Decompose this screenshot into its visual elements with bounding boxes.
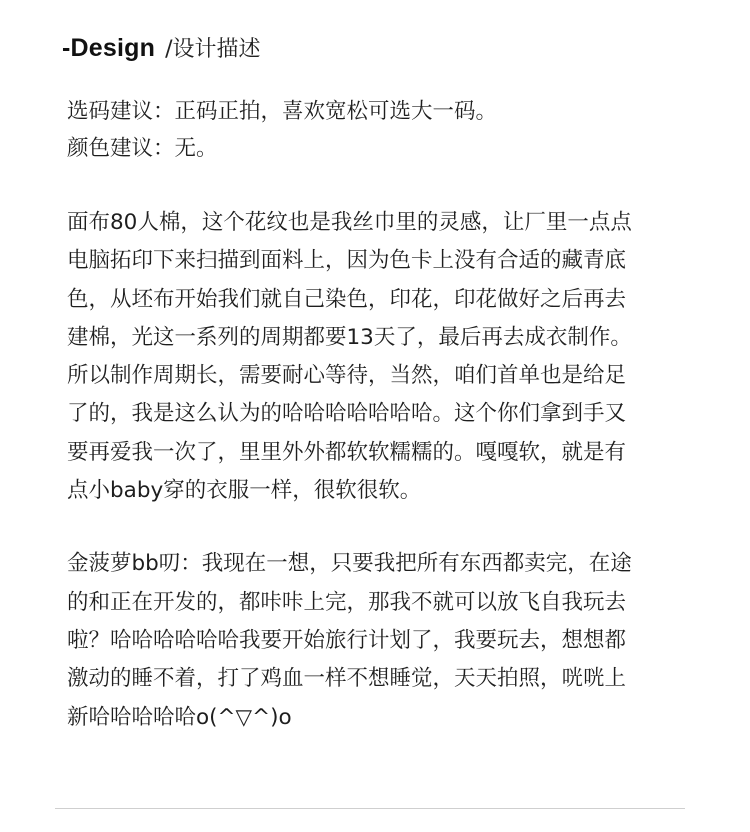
size-suggestion: 选码建议：正码正拍，喜欢宽松可选大一码。 [67, 99, 498, 124]
description-content [67, 94, 697, 737]
note-line: 激动的睡不着，打了鸡血一样不想睡觉，天天拍照，咣咣上 [67, 666, 627, 692]
color-suggestion: 颜色建议：无。 [67, 135, 218, 161]
note-line: 啦？哈哈哈哈哈哈我要开始旅行计划了，我要玩去，想想都 [67, 627, 627, 653]
section-header [62, 32, 261, 68]
suggestions-block [67, 94, 697, 167]
section-title-en: -Design [62, 34, 156, 62]
designer-note [67, 545, 697, 736]
description-line: 要再爱我一次了，里里外外都软软糯糯的。嘎嘎软，就是有 [67, 439, 627, 465]
description-line: 建棉，光这一系列的周期都要13天了，最后再去成衣制作。 [67, 324, 632, 350]
description-line: 所以制作周期长，需要耐心等待，当然，咱们首单也是给足 [67, 363, 627, 389]
note-line: 金菠萝bb叨：我现在一想，只要我把所有东西都卖完，在途 [67, 551, 632, 577]
note-line: 新哈哈哈哈哈o(^▽^)o [67, 704, 292, 730]
section-title-cn: /设计描述 [165, 37, 261, 62]
description-line: 电脑拓印下来扫描到面料上，因为色卡上没有合适的藏青底 [67, 248, 627, 274]
description-line: 色，从坯布开始我们就自己染色，印花，印花做好之后再去 [67, 286, 627, 312]
note-line: 的和正在开发的，都咔咔上完，那我不就可以放飞自我玩去 [67, 589, 627, 615]
fabric-description [67, 204, 697, 510]
bottom-divider [55, 808, 685, 809]
description-line: 了的，我是这么认为的哈哈哈哈哈哈哈。这个你们拿到手又 [67, 401, 627, 427]
description-line: 面布80人棉，这个花纹也是我丝巾里的灵感，让厂里一点点 [67, 210, 632, 235]
description-line: 点小baby穿的衣服一样，很软很软。 [67, 478, 422, 504]
